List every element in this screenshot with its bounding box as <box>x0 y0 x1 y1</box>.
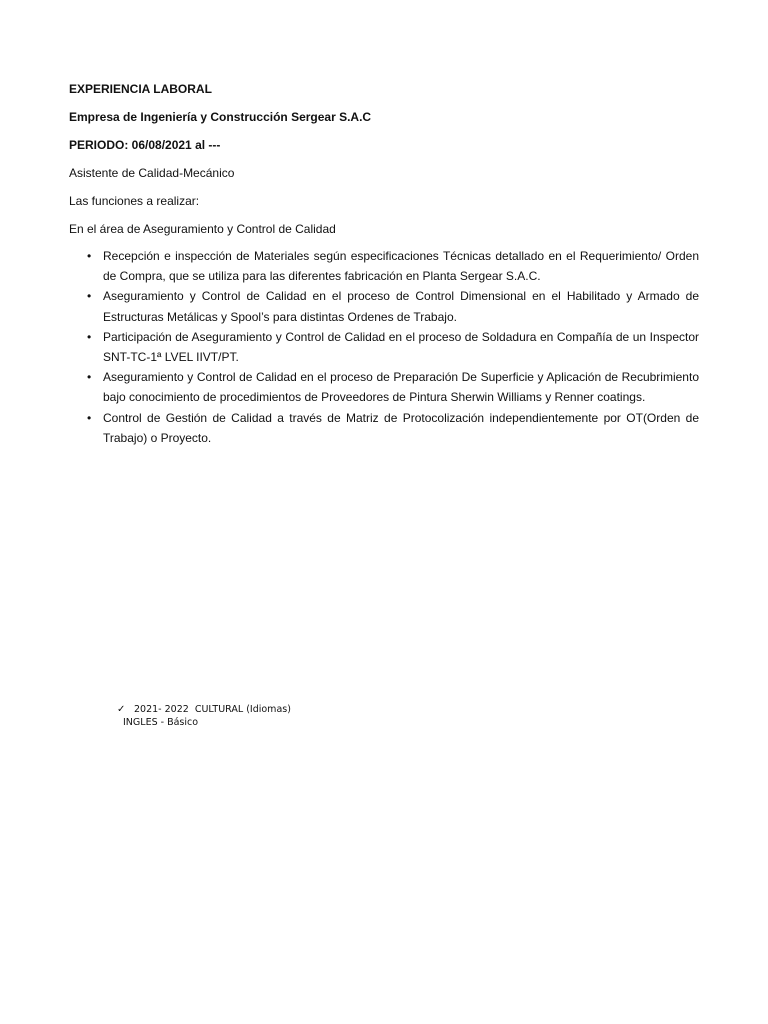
employment-period: PERIODO: 06/08/2021 al --- <box>69 138 221 152</box>
languages-section <box>117 703 291 729</box>
work-area: En el área de Aseguramiento y Control de Calidad <box>69 222 336 236</box>
list-item <box>69 408 699 448</box>
list-item-text: Aseguramiento y Control de Calidad en el proceso de Control Dimensional en el Habilitado y Armado de Estructuras Metálicas y Spool’s para distintas Ordenes de Trabajo. <box>103 289 699 324</box>
list-item-text: Recepción e inspección de Materiales según especificaciones Técnicas detallado en el Requerimiento/ Orden de Compra, que se utiliza para las diferentes fabricación en Planta Sergear S.A.C. <box>103 249 699 284</box>
list-item-text: Aseguramiento y Control de Calidad en el proceso de Preparación De Superficie y Aplicación de Recubrimiento bajo conocimiento de procedimientos de Proveedores de Pintura Sherwin Williams y Renner coatings. <box>103 370 699 405</box>
checkmark-icon: ✓ <box>117 704 126 715</box>
bullet-icon: • <box>87 370 92 385</box>
section-heading: EXPERIENCIA LABORAL <box>69 82 212 96</box>
languages-course: 2021- 2022 CULTURAL (Idiomas) <box>134 704 291 715</box>
list-item-text: Control de Gestión de Calidad a través de Matriz de Protocolización independientemente por OT(Orden de Trabajo) o Proyecto. <box>103 410 699 445</box>
job-position: Asistente de Calidad-Mecánico <box>69 166 235 180</box>
list-item <box>69 367 699 407</box>
languages-line-1 <box>117 703 291 716</box>
functions-list <box>69 246 699 448</box>
company-name: Empresa de Ingeniería y Construcción Sergear S.A.C <box>69 110 372 124</box>
languages-level: INGLES - Básico <box>123 717 199 728</box>
bullet-icon: • <box>87 289 92 304</box>
list-item-text: Participación de Aseguramiento y Control de Calidad en el proceso de Soldadura en Compañía de un Inspector SNT-TC-1ª LVEL IIVT/PT. <box>103 329 699 365</box>
bullet-icon: • <box>87 249 92 263</box>
bullet-icon: • <box>87 410 92 425</box>
list-item <box>69 286 699 326</box>
functions-intro: Las funciones a realizar: <box>69 194 200 208</box>
list-item <box>69 327 699 367</box>
bullet-icon: • <box>87 329 92 344</box>
list-item <box>69 246 699 286</box>
